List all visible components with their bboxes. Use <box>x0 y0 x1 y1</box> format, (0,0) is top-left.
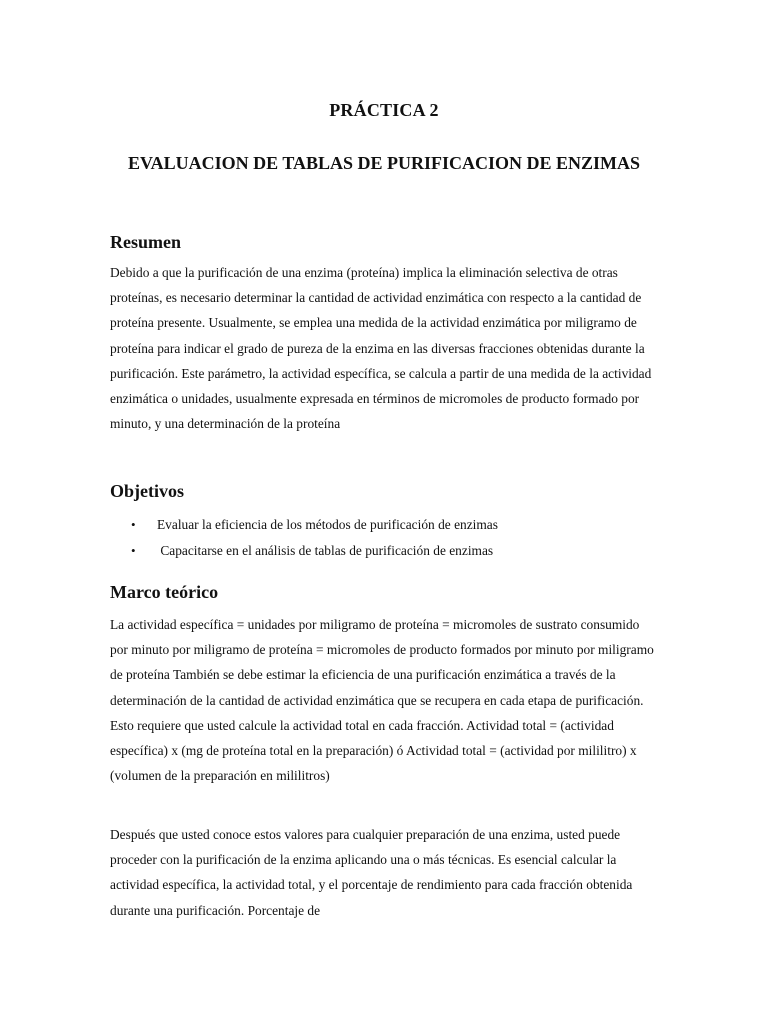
objetivo-text: Evaluar la eficiencia de los métodos de purificación de enzimas <box>157 517 498 532</box>
list-item <box>110 512 658 538</box>
objetivos-heading: Objetivos <box>110 481 184 501</box>
main-title: EVALUACION DE TABLAS DE PURIFICACION DE ENZIMAS <box>127 153 641 173</box>
bullet-icon: • <box>131 543 136 558</box>
marco-teorico-text-1: La actividad específica = unidades por miligramo de proteína = micromoles de sustrato consumido por minuto por miligramo de proteína = micromoles de producto formados por minuto por miligramo de proteína También se debe estimar la eficiencia de una purificación enzimática a través de la determinación de la cantidad de actividad enzimática que se recupera en cada etapa de purificación. Esto requiere que usted calcule la actividad total en cada fracción. Actividad total = (actividad específica) x (mg de proteína total en la preparación) ó Actividad total = (actividad por mililitro) x (volumen de la preparación en mililitros) <box>110 617 654 784</box>
resumen-paragraph <box>110 260 658 436</box>
resumen-text: Debido a que la purificación de una enzima (proteína) implica la eliminación selectiva de otras proteínas, es necesario determinar la cantidad de actividad enzimática con respecto a la cantidad de proteína presente. Usualmente, se emplea una medida de la actividad enzimática por miligramo de proteína para indicar el grado de pureza de la enzima en las diversas fracciones obtenidas durante la purificación. Este parámetro, la actividad específica, se calcula a partir de una medida de la actividad enzimática o unidades, usualmente expresada en términos de micromoles de producto formado por minuto, y una determinación de la proteína <box>110 265 652 432</box>
bullet-icon: • <box>131 517 136 532</box>
practice-title: PRÁCTICA 2 <box>329 100 439 120</box>
marco-teorico-text-2: Después que usted conoce estos valores para cualquier preparación de una enzima, usted puede proceder con la purificación de la enzima aplicando una o más técnicas. Es esencial calcular la actividad específica, la actividad total, y el porcentaje de rendimiento para cada fracción obtenida durante una purificación. Porcentaje de <box>110 827 633 918</box>
marco-teorico-paragraph-1 <box>110 612 658 788</box>
resumen-heading: Resumen <box>110 232 181 252</box>
objetivo-text: Capacitarse en el análisis de tablas de purificación de enzimas <box>157 543 494 558</box>
objetivos-list <box>110 512 658 564</box>
list-item <box>110 538 658 564</box>
marco-teorico-paragraph-2 <box>110 822 658 923</box>
marco-teorico-heading: Marco teórico <box>110 582 219 602</box>
